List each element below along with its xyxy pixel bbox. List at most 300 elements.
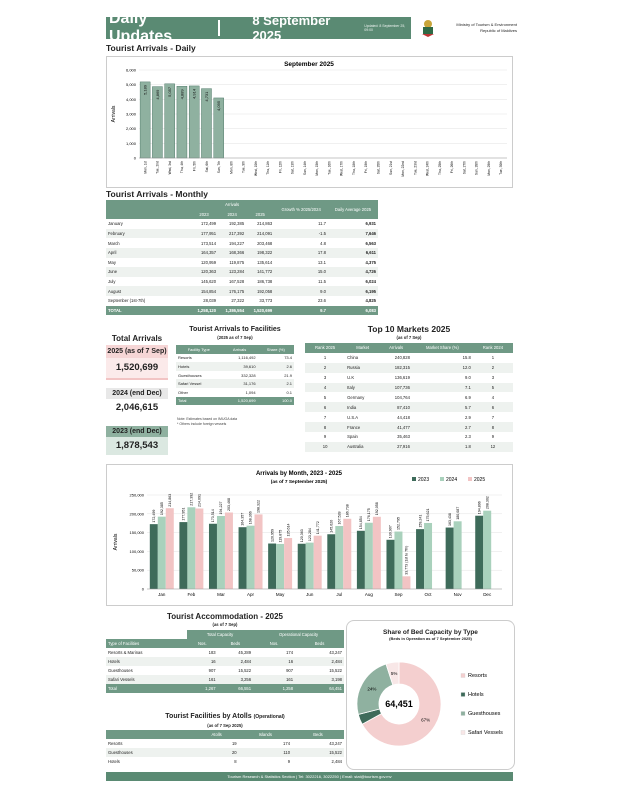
table-cell: August bbox=[106, 286, 190, 296]
x-tick-label: Feb bbox=[187, 592, 196, 597]
x-tick-label: Sun, 7th bbox=[217, 161, 222, 174]
pie-legend-label: Hotels bbox=[468, 692, 484, 698]
table-row bbox=[305, 412, 513, 422]
daily-bar-label: 4,095 bbox=[216, 100, 222, 111]
monthly-y-axis-label: Arrivals bbox=[113, 533, 119, 551]
x-tick-label: Tue, 2nd bbox=[155, 161, 160, 174]
table-cell: 161 bbox=[187, 675, 218, 684]
table-cell: France bbox=[345, 422, 380, 432]
monthly-header-2024: 2024 bbox=[218, 210, 246, 220]
table-cell: 12 bbox=[473, 442, 513, 452]
monthly-bar bbox=[314, 536, 322, 589]
table-cell: Resorts bbox=[108, 741, 123, 746]
x-tick-label: Sun, 14th bbox=[302, 161, 307, 176]
x-tick-label: Tue, 9th bbox=[241, 161, 246, 173]
table-row bbox=[106, 248, 378, 258]
table-cell: 119,875 bbox=[229, 259, 245, 265]
table-cell: 3 bbox=[491, 375, 495, 381]
daily-bar-label: 4,869 bbox=[154, 89, 160, 100]
facilities-arrivals-subtitle: (2025 as of 7 Sep) bbox=[217, 335, 253, 340]
table-cell: 13.1 bbox=[317, 259, 326, 265]
table-cell: Hotels bbox=[108, 759, 120, 764]
daily-chart-title: September 2025 bbox=[284, 61, 334, 68]
monthly-bar bbox=[386, 540, 394, 589]
table-cell: 164,357 bbox=[190, 248, 218, 258]
x-tick-label: Mar bbox=[217, 592, 225, 597]
monthly-bar-label: 214,863 bbox=[167, 493, 172, 507]
table-cell: 4.8 bbox=[320, 240, 326, 246]
monthly-bar bbox=[187, 507, 195, 589]
updated-note: Updated: 8 September 25, 09:00 bbox=[364, 24, 406, 32]
table-cell: 43,247 bbox=[329, 650, 342, 655]
table-row bbox=[305, 442, 513, 452]
table-cell: 8 bbox=[305, 422, 345, 432]
monthly-bar-label: 120,363 bbox=[299, 529, 304, 543]
monthly-bar bbox=[446, 528, 454, 589]
table-cell: 7 bbox=[323, 414, 327, 420]
table-row bbox=[106, 229, 378, 239]
daily-y-axis-label: Arrivals bbox=[111, 105, 117, 123]
daily-bar-label: 4,914 bbox=[191, 88, 197, 99]
monthly-bar-label: 194,227 bbox=[219, 501, 224, 515]
x-tick-label: Sat, 20th bbox=[376, 161, 381, 175]
table-row bbox=[305, 373, 513, 383]
table-cell: 192,385 bbox=[229, 221, 245, 227]
table-cell: 2,484 bbox=[295, 657, 344, 666]
table-row bbox=[305, 353, 513, 363]
table-cell: India bbox=[345, 402, 380, 412]
x-tick-label: May bbox=[275, 592, 285, 597]
table-cell: 8 bbox=[473, 422, 513, 432]
table-cell: July bbox=[108, 279, 116, 285]
table-cell: 35,463 bbox=[397, 434, 410, 440]
total-arrivals-title: Total Arrivals bbox=[111, 334, 163, 343]
monthly-bar bbox=[239, 527, 247, 589]
table-cell: 192,058 bbox=[246, 286, 274, 296]
table-cell: 23.6 bbox=[317, 298, 326, 304]
table-row bbox=[305, 383, 513, 393]
monthly-bar-label: 33,773 (1st to 7th) bbox=[404, 545, 409, 575]
column-header: Type of Facilities bbox=[106, 639, 187, 648]
column-header: Beds bbox=[295, 639, 344, 648]
table-cell: 1,094 bbox=[245, 389, 256, 395]
y-tick-label: 6,000 bbox=[125, 67, 136, 73]
monthly-bar-label: 130,907 bbox=[388, 525, 393, 539]
x-tick-label: Aug bbox=[364, 592, 373, 597]
table-cell: January bbox=[108, 221, 123, 227]
footer-contact: Tourism Research & Statistics Section | Tel: 3022216, 3022250 | Email: stat@tourism.gov.mv bbox=[106, 772, 513, 781]
x-tick-label: Fri, 5th bbox=[192, 161, 197, 172]
table-cell: 174 bbox=[283, 741, 291, 746]
x-tick-label: Dec bbox=[483, 592, 492, 597]
table-cell: 183 bbox=[208, 650, 216, 655]
monthly-bar bbox=[298, 544, 306, 589]
y-tick-label: 150,000 bbox=[129, 530, 144, 536]
table-row bbox=[305, 402, 513, 412]
legend-swatch bbox=[412, 477, 416, 481]
daily-arrivals-chart bbox=[107, 57, 512, 187]
monthly-bar bbox=[327, 534, 335, 589]
table-row bbox=[106, 258, 378, 268]
column-header: Rank 2025 bbox=[305, 343, 345, 353]
atolls-title bbox=[106, 713, 344, 720]
table-cell: U.S.A bbox=[347, 414, 359, 420]
table-cell: 6,931 bbox=[365, 221, 376, 227]
table-cell: 5.7 bbox=[412, 402, 473, 412]
table-row bbox=[106, 675, 344, 684]
table-cell: 33,773 bbox=[259, 298, 273, 304]
table-cell: 154,854 bbox=[190, 286, 218, 296]
table-cell: 27,322 bbox=[231, 298, 245, 304]
state-emblem-icon bbox=[420, 18, 436, 38]
table-cell: 87,410 bbox=[380, 402, 412, 412]
monthly-bar-label: 119,875 bbox=[278, 529, 283, 543]
column-header: Arrivals bbox=[380, 343, 412, 353]
table-cell: 4 bbox=[305, 383, 345, 393]
monthly-bar-label: 164,357 bbox=[240, 512, 245, 526]
y-tick-label: 5,000 bbox=[125, 82, 136, 88]
monthly-bar bbox=[166, 508, 174, 589]
accommodation-subtitle: (as of 7 Sep) bbox=[212, 622, 238, 627]
table-cell: 11.7 bbox=[318, 221, 326, 227]
table-cell: 1,258,120 bbox=[190, 306, 218, 316]
table-cell: 6,083 bbox=[328, 306, 378, 316]
table-cell: 1,520,699 bbox=[246, 306, 274, 316]
table-cell: 332,328 bbox=[241, 372, 256, 378]
column-header: Islands bbox=[239, 730, 292, 739]
total-row bbox=[106, 684, 344, 693]
table-row bbox=[106, 666, 344, 675]
daily-section-title: Tourist Arrivals - Daily bbox=[106, 43, 196, 53]
table-cell: 15,522 bbox=[292, 748, 344, 757]
table-cell: Guesthouses bbox=[106, 748, 195, 757]
x-tick-label: Sun, 28th bbox=[474, 161, 479, 176]
table-cell: Guesthouses bbox=[108, 668, 133, 673]
monthly-bar-label: 186,738 bbox=[345, 504, 350, 518]
table-cell: 7 bbox=[491, 414, 495, 420]
table-cell: 4,726 bbox=[328, 267, 378, 277]
markets-subtitle: (as of 7 Sep) bbox=[396, 335, 422, 340]
column-header: Market Share (%) bbox=[412, 343, 473, 353]
column-header: Market bbox=[345, 343, 380, 353]
monthly-bar bbox=[475, 516, 483, 589]
monthly-bar bbox=[195, 509, 203, 589]
monthly-bar-label: 173,514 bbox=[211, 509, 216, 523]
y-tick-label: 4,000 bbox=[125, 96, 136, 102]
x-tick-label: Jul bbox=[336, 592, 343, 597]
table-cell: 4,825 bbox=[365, 298, 376, 304]
table-cell: 2 bbox=[305, 363, 345, 373]
table-cell: 12.0 bbox=[412, 363, 473, 373]
pie-slice-label: 67% bbox=[421, 717, 431, 723]
column-header: Share (%) bbox=[258, 345, 294, 354]
pie-subtitle: (Beds in Operation as of 7 September 2025) bbox=[389, 636, 472, 641]
table-cell: 214,091 bbox=[246, 229, 274, 239]
table-cell: 9 bbox=[323, 434, 327, 440]
monthly-bar bbox=[276, 544, 284, 589]
table-cell: 172,499 bbox=[200, 221, 217, 227]
monthly-bar bbox=[365, 523, 373, 589]
table-cell: 19 bbox=[231, 741, 237, 746]
table-cell: 31,176 bbox=[222, 379, 258, 388]
table-cell: 3,198 bbox=[295, 675, 344, 684]
table-cell: 6,563 bbox=[365, 240, 376, 246]
table-cell: 2.1 bbox=[258, 379, 294, 388]
table-cell: 176,175 bbox=[218, 286, 246, 296]
x-tick-label: Nov bbox=[453, 592, 462, 597]
pie-legend-swatch bbox=[461, 712, 465, 716]
table-cell: 194,227 bbox=[229, 240, 245, 246]
markets-table bbox=[305, 343, 513, 452]
table-cell: 16 bbox=[187, 657, 218, 666]
y-tick-label: 0 bbox=[133, 155, 136, 161]
monthly-bar-label: 120,959 bbox=[270, 529, 275, 543]
monthly-bar bbox=[179, 522, 187, 589]
table-cell: 1.8 bbox=[412, 442, 473, 452]
x-tick-label: Jan bbox=[158, 592, 166, 597]
monthly-chart-box bbox=[106, 464, 513, 606]
table-cell: 1 bbox=[491, 355, 495, 361]
legend-swatch bbox=[440, 477, 444, 481]
table-cell: 217,392 bbox=[218, 229, 246, 239]
table-row bbox=[106, 267, 378, 277]
table-cell: April bbox=[106, 248, 190, 258]
table-cell: 1 bbox=[323, 355, 327, 361]
monthly-chart-subtitle: (as of 7 September 2025) bbox=[270, 480, 328, 485]
monthly-header-growth: Growth % 2025/2024 bbox=[274, 200, 328, 219]
monthly-bar bbox=[402, 576, 410, 589]
pie-chart-box bbox=[346, 620, 515, 770]
x-tick-label: Tue, 23rd bbox=[413, 161, 418, 175]
table-cell: 907 bbox=[286, 668, 294, 673]
table-cell: 21.9 bbox=[284, 372, 292, 378]
table-cell: May bbox=[108, 259, 116, 265]
table-row bbox=[176, 362, 294, 371]
table-cell: 2,484 bbox=[218, 657, 253, 666]
table-cell: 907 bbox=[208, 668, 216, 673]
monthly-bar-label: 198,322 bbox=[256, 499, 261, 513]
table-cell: 39,610 bbox=[222, 362, 258, 371]
x-tick-label: Fri, 26th bbox=[450, 161, 455, 174]
y-tick-label: 50,000 bbox=[131, 567, 144, 573]
y-tick-label: 2,000 bbox=[125, 126, 136, 132]
table-row bbox=[106, 648, 344, 657]
monthly-bar bbox=[284, 538, 292, 589]
table-cell: 15,522 bbox=[238, 668, 252, 673]
table-cell: 3 bbox=[323, 375, 327, 381]
table-cell: June bbox=[106, 267, 190, 277]
table-cell: 135,614 bbox=[257, 259, 273, 265]
monthly-bar bbox=[424, 523, 432, 589]
table-cell: Safari Vessels bbox=[106, 675, 187, 684]
header-banner bbox=[106, 10, 411, 45]
accommodation-title: Tourist Accommodation - 2025 bbox=[166, 612, 284, 621]
table-cell: 6,024 bbox=[365, 279, 376, 285]
table-cell: Australia bbox=[345, 442, 380, 452]
monthly-bar-label: 194,896 bbox=[477, 501, 482, 515]
ministry-line2: Republic of Maldives bbox=[480, 28, 517, 33]
x-tick-label: Mon, 1st bbox=[143, 161, 148, 174]
table-cell: 2.3 bbox=[464, 434, 471, 440]
x-tick-label: Tue, 30th bbox=[499, 161, 504, 175]
x-tick-label: Sun, 21st bbox=[388, 161, 393, 175]
table-cell: 9 bbox=[491, 434, 495, 440]
monthly-arrivals-chart bbox=[107, 465, 512, 605]
table-row bbox=[106, 238, 378, 248]
table-row bbox=[106, 739, 344, 748]
monthly-bar-label: 175,621 bbox=[426, 508, 431, 522]
atolls-subtitle: (as of 7 Sep 2025) bbox=[207, 723, 243, 728]
table-cell: Resorts bbox=[178, 355, 192, 361]
table-cell: 2.6 bbox=[258, 362, 294, 371]
table-cell: September (1st-7th) bbox=[108, 298, 146, 304]
monthly-bar-label: 214,091 bbox=[197, 494, 202, 508]
x-tick-label: Thu, 11th bbox=[266, 161, 271, 175]
table-cell: 1,267 bbox=[187, 684, 218, 693]
x-tick-label: Wed, 24th bbox=[425, 161, 430, 176]
table-cell: Resorts & Marinas bbox=[108, 650, 143, 655]
table-cell: 0.1 bbox=[286, 389, 292, 395]
monthly-header-avg: Daily Average 2025 bbox=[328, 200, 378, 219]
table-row bbox=[106, 657, 344, 666]
table-cell: 186,738 bbox=[257, 279, 273, 285]
column-header: Atolls bbox=[195, 730, 239, 739]
table-cell: 2.7 bbox=[412, 422, 473, 432]
table-cell: 4,375 bbox=[365, 259, 376, 265]
y-tick-label: 100,000 bbox=[129, 548, 144, 554]
total-2023-label: 2023 (end Dec) bbox=[106, 426, 168, 437]
table-cell: 43,247 bbox=[329, 741, 342, 746]
x-tick-label: Sep bbox=[394, 592, 403, 597]
monthly-bar bbox=[483, 511, 491, 589]
table-row bbox=[176, 371, 294, 380]
column-header: Rank 2024 bbox=[473, 343, 513, 353]
facilities-note-1: Note: Estimates based on IMUGA data bbox=[177, 417, 238, 421]
facilities-notes bbox=[177, 417, 237, 427]
column-header: Beds bbox=[218, 639, 253, 648]
monthly-bar-label: 192,385 bbox=[159, 502, 164, 516]
facilities-arrivals-title: Tourist Arrivals to Facilities bbox=[189, 326, 281, 333]
x-tick-label: Mon, 15th bbox=[315, 161, 320, 176]
table-cell: 45,289 bbox=[238, 650, 252, 655]
table-cell: 123,284 bbox=[218, 267, 246, 277]
monthly-bar-label: 159,241 bbox=[418, 514, 423, 528]
table-cell: 7,646 bbox=[328, 229, 378, 239]
table-cell: 100.0 bbox=[258, 397, 294, 406]
table-cell: 15,522 bbox=[329, 668, 342, 673]
x-tick-label: Sat, 6th bbox=[204, 161, 209, 173]
table-cell: 203,468 bbox=[257, 240, 273, 246]
monthly-bar-label: 203,468 bbox=[227, 497, 232, 511]
table-cell: Other bbox=[178, 389, 189, 395]
x-tick-label: Sat, 27th bbox=[462, 161, 467, 175]
x-tick-label: Mon, 29th bbox=[486, 161, 491, 176]
table-cell: February bbox=[106, 229, 190, 239]
table-cell: 9.0 bbox=[464, 375, 471, 381]
column-header: Beds bbox=[292, 730, 344, 739]
legend-label: 2024 bbox=[446, 477, 458, 483]
column-header bbox=[106, 730, 195, 739]
pie-slice-label: 5% bbox=[390, 670, 398, 676]
table-cell: 9 bbox=[287, 759, 291, 764]
monthly-bar-label: 192,058 bbox=[375, 502, 380, 516]
ministry-name bbox=[445, 22, 517, 34]
monthly-bar bbox=[306, 543, 314, 589]
column-header: Nos. bbox=[187, 639, 218, 648]
table-cell: 64,451 bbox=[295, 684, 344, 693]
monthly-bar-label: 145,620 bbox=[329, 519, 334, 533]
table-cell: 177,951 bbox=[190, 229, 218, 239]
table-row bbox=[305, 392, 513, 402]
monthly-bar bbox=[247, 526, 255, 589]
table-cell: 120,363 bbox=[190, 267, 218, 277]
table-cell: Russia bbox=[345, 363, 380, 373]
x-tick-label: Wed, 17th bbox=[339, 161, 344, 176]
table-row bbox=[106, 296, 378, 306]
monthly-bar bbox=[373, 517, 381, 589]
table-cell: 28,039 bbox=[203, 298, 217, 304]
table-cell: 1,386,554 bbox=[218, 306, 246, 316]
x-tick-label: Thu, 25th bbox=[437, 161, 442, 175]
table-cell: 15.0 bbox=[274, 267, 328, 277]
table-cell: 110 bbox=[239, 748, 292, 757]
monthly-group-header: Arrivals bbox=[190, 200, 274, 210]
table-cell: 10 bbox=[305, 442, 345, 452]
table-row bbox=[106, 748, 344, 757]
table-cell: 141,772 bbox=[246, 267, 274, 277]
legend-label: 2023 bbox=[418, 477, 430, 483]
table-cell: 11.5 bbox=[318, 279, 326, 285]
x-tick-label: Wed, 10th bbox=[253, 161, 258, 176]
monthly-bar bbox=[268, 544, 276, 589]
table-cell: TOTAL bbox=[106, 306, 190, 316]
table-cell: 1,520,699 bbox=[222, 397, 258, 406]
table-row bbox=[106, 286, 378, 296]
y-tick-label: 3,000 bbox=[125, 111, 136, 117]
table-row bbox=[106, 219, 378, 229]
monthly-bar-label: 168,366 bbox=[248, 511, 253, 525]
monthly-bar-label: 172,499 bbox=[152, 509, 157, 523]
monthly-bar-label: 177,951 bbox=[181, 507, 186, 521]
table-cell: 6,195 bbox=[328, 286, 378, 296]
table-row bbox=[305, 363, 513, 373]
table-cell: 120,959 bbox=[200, 259, 217, 265]
table-cell: 17.8 bbox=[274, 248, 328, 258]
monthly-bar-label: 123,284 bbox=[307, 528, 312, 542]
x-tick-label: Tue, 16th bbox=[327, 161, 332, 175]
table-cell: 5 bbox=[323, 394, 327, 400]
table-cell: 1,116,492 bbox=[238, 355, 256, 361]
x-tick-label: Fri, 19th bbox=[364, 161, 369, 174]
pie-legend-swatch bbox=[461, 674, 465, 678]
monthly-bar bbox=[335, 526, 343, 589]
table-cell: 16 bbox=[253, 657, 295, 666]
table-cell: 2,484 bbox=[331, 759, 342, 764]
pie-center-total: 64,451 bbox=[385, 699, 413, 709]
table-cell: Hotels bbox=[106, 657, 187, 666]
table-cell: 198,322 bbox=[246, 248, 274, 258]
y-tick-label: 1,000 bbox=[125, 140, 136, 146]
x-tick-label: Mon, 22nd bbox=[401, 161, 406, 177]
pie-legend-label: Guesthouses bbox=[468, 711, 501, 717]
table-cell: 7.1 bbox=[412, 383, 473, 393]
table-cell: 6 bbox=[473, 402, 513, 412]
monthly-bar bbox=[454, 521, 462, 589]
legend-label: 2025 bbox=[474, 477, 486, 483]
table-cell: 41,477 bbox=[380, 422, 412, 432]
table-cell: 1,258 bbox=[253, 684, 295, 693]
table-cell: 4 bbox=[491, 394, 495, 400]
